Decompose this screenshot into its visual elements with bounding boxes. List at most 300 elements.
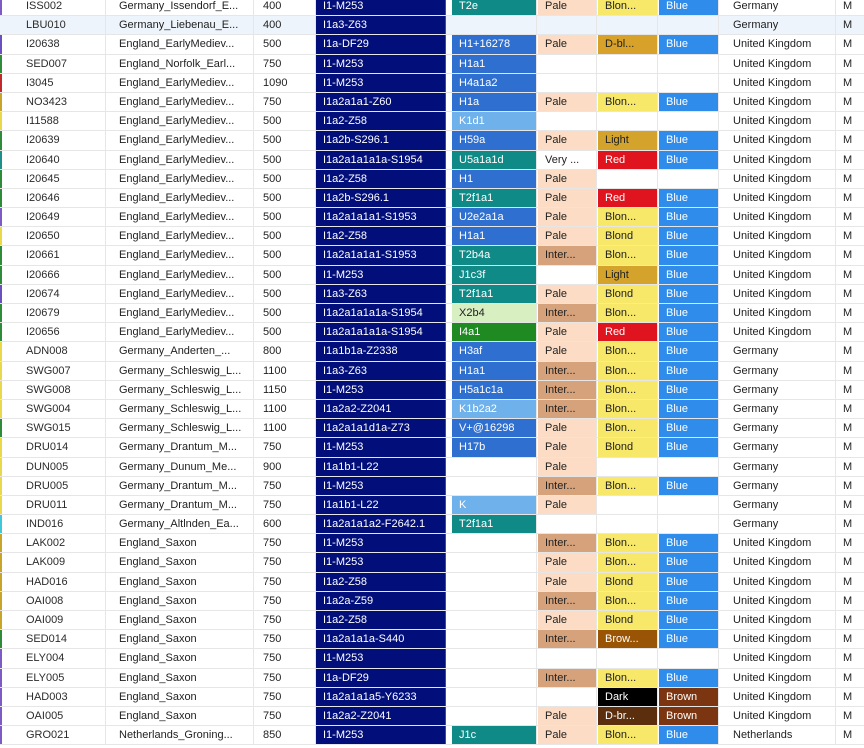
skin-cell[interactable]: Pale <box>538 35 597 53</box>
hair-cell[interactable] <box>598 515 658 533</box>
y-haplogroup-cell[interactable]: I1-M253 <box>316 438 446 456</box>
y-haplogroup-cell[interactable]: I1a1b1a-Z2338 <box>316 342 446 360</box>
table-row[interactable] <box>0 381 864 400</box>
sample-id-cell[interactable]: LBU010 <box>19 16 106 34</box>
y-haplogroup-cell[interactable]: I1a2-Z58 <box>316 611 446 629</box>
sex-cell[interactable]: M <box>843 172 853 185</box>
location-cell[interactable]: England_EarlyMediev... <box>112 35 254 53</box>
y-haplogroup-cell[interactable]: I1a2a1a1-Z60 <box>316 93 446 111</box>
eyes-cell[interactable] <box>659 55 719 73</box>
skin-cell[interactable]: Inter... <box>538 477 597 495</box>
mtdna-cell[interactable]: H1a1 <box>452 362 537 380</box>
eyes-cell[interactable] <box>659 649 719 667</box>
sample-id-cell[interactable]: ADN008 <box>19 342 106 360</box>
y-haplogroup-cell[interactable]: I1a2a2-Z2041 <box>316 400 446 418</box>
country-cell[interactable]: United Kingdom <box>726 592 836 610</box>
country-cell[interactable]: United Kingdom <box>726 55 836 73</box>
sample-id-cell[interactable]: I20650 <box>19 227 106 245</box>
sample-id-cell[interactable]: I20640 <box>19 151 106 169</box>
y-haplogroup-cell[interactable]: I1-M253 <box>316 55 446 73</box>
location-cell[interactable]: Germany_Schleswig_L... <box>112 362 254 380</box>
table-row[interactable] <box>0 649 864 668</box>
hair-cell[interactable]: Red <box>598 151 658 169</box>
table-row[interactable] <box>0 16 864 35</box>
mtdna-cell[interactable]: H5a1c1a <box>452 381 537 399</box>
hair-cell[interactable] <box>598 74 658 92</box>
table-row[interactable] <box>0 611 864 630</box>
hair-cell[interactable]: Blon... <box>598 381 658 399</box>
sample-id-cell[interactable]: I20679 <box>19 304 106 322</box>
sample-id-cell[interactable]: I20645 <box>19 170 106 188</box>
sample-id-cell[interactable]: LAK009 <box>19 553 106 571</box>
country-cell[interactable]: United Kingdom <box>726 131 836 149</box>
table-row[interactable] <box>0 285 864 304</box>
country-cell[interactable]: Germany <box>726 381 836 399</box>
sex-cell[interactable]: M <box>843 153 853 166</box>
country-cell[interactable]: United Kingdom <box>726 227 836 245</box>
eyes-cell[interactable] <box>659 170 719 188</box>
sex-cell[interactable]: M <box>843 633 853 646</box>
country-cell[interactable]: United Kingdom <box>726 534 836 552</box>
y-haplogroup-cell[interactable]: I1-M253 <box>316 649 446 667</box>
y-haplogroup-cell[interactable]: I1-M253 <box>316 726 446 744</box>
eyes-cell[interactable]: Blue <box>659 266 719 284</box>
date-cell[interactable]: 750 <box>256 438 316 456</box>
skin-cell[interactable]: Inter... <box>538 304 597 322</box>
sex-cell[interactable]: M <box>843 690 853 703</box>
country-cell[interactable]: Germany <box>726 0 836 15</box>
mtdna-cell[interactable] <box>452 534 537 552</box>
sample-id-cell[interactable]: I20661 <box>19 246 106 264</box>
skin-cell[interactable]: Inter... <box>538 381 597 399</box>
hair-cell[interactable]: Brow... <box>598 630 658 648</box>
hair-cell[interactable] <box>598 170 658 188</box>
table-row[interactable] <box>0 246 864 265</box>
country-cell[interactable]: United Kingdom <box>726 74 836 92</box>
table-row[interactable] <box>0 515 864 534</box>
sex-cell[interactable]: M <box>843 422 853 435</box>
skin-cell[interactable] <box>538 688 597 706</box>
mtdna-cell[interactable]: H17b <box>452 438 537 456</box>
date-cell[interactable]: 750 <box>256 707 316 725</box>
date-cell[interactable]: 500 <box>256 246 316 264</box>
date-cell[interactable]: 500 <box>256 323 316 341</box>
country-cell[interactable]: United Kingdom <box>726 151 836 169</box>
mtdna-cell[interactable]: T2f1a1 <box>452 285 537 303</box>
sample-id-cell[interactable]: DRU005 <box>19 477 106 495</box>
sex-cell[interactable]: M <box>843 498 853 511</box>
eyes-cell[interactable]: Blue <box>659 285 719 303</box>
skin-cell[interactable]: Pale <box>538 189 597 207</box>
eyes-cell[interactable]: Blue <box>659 227 719 245</box>
date-cell[interactable]: 400 <box>256 0 316 15</box>
country-cell[interactable]: Germany <box>726 458 836 476</box>
country-cell[interactable]: Germany <box>726 400 836 418</box>
country-cell[interactable]: United Kingdom <box>726 112 836 130</box>
skin-cell[interactable]: Inter... <box>538 400 597 418</box>
mtdna-cell[interactable] <box>452 707 537 725</box>
date-cell[interactable]: 1100 <box>256 419 316 437</box>
eyes-cell[interactable]: Blue <box>659 553 719 571</box>
country-cell[interactable]: Germany <box>726 419 836 437</box>
sex-cell[interactable]: M <box>843 402 853 415</box>
date-cell[interactable]: 1090 <box>256 74 316 92</box>
y-haplogroup-cell[interactable]: I1a-DF29 <box>316 35 446 53</box>
hair-cell[interactable]: Blond <box>598 227 658 245</box>
hair-cell[interactable]: Blon... <box>598 669 658 687</box>
date-cell[interactable]: 750 <box>256 93 316 111</box>
sex-cell[interactable]: M <box>843 95 853 108</box>
skin-cell[interactable]: Pale <box>538 496 597 514</box>
country-cell[interactable]: United Kingdom <box>726 285 836 303</box>
hair-cell[interactable]: Blon... <box>598 246 658 264</box>
location-cell[interactable]: England_Saxon <box>112 630 254 648</box>
date-cell[interactable]: 500 <box>256 189 316 207</box>
sex-cell[interactable]: M <box>843 575 853 588</box>
sex-cell[interactable]: M <box>843 134 853 147</box>
location-cell[interactable]: England_EarlyMediev... <box>112 246 254 264</box>
eyes-cell[interactable] <box>659 112 719 130</box>
sex-cell[interactable]: M <box>843 537 853 550</box>
skin-cell[interactable]: Pale <box>538 285 597 303</box>
eyes-cell[interactable]: Blue <box>659 323 719 341</box>
sample-id-cell[interactable]: NO3423 <box>19 93 106 111</box>
date-cell[interactable]: 750 <box>256 477 316 495</box>
date-cell[interactable]: 750 <box>256 553 316 571</box>
table-row[interactable] <box>0 688 864 707</box>
country-cell[interactable]: Germany <box>726 342 836 360</box>
table-row[interactable] <box>0 170 864 189</box>
y-haplogroup-cell[interactable]: I1a-DF29 <box>316 669 446 687</box>
y-haplogroup-cell[interactable]: I1-M253 <box>316 553 446 571</box>
sample-id-cell[interactable]: I20639 <box>19 131 106 149</box>
eyes-cell[interactable]: Blue <box>659 93 719 111</box>
hair-cell[interactable]: Blon... <box>598 534 658 552</box>
sex-cell[interactable]: M <box>843 364 853 377</box>
location-cell[interactable]: England_EarlyMediev... <box>112 112 254 130</box>
location-cell[interactable]: Germany_Schleswig_L... <box>112 419 254 437</box>
country-cell[interactable]: United Kingdom <box>726 170 836 188</box>
sample-id-cell[interactable]: I20674 <box>19 285 106 303</box>
skin-cell[interactable]: Pale <box>538 573 597 591</box>
mtdna-cell[interactable]: T2e <box>452 0 537 15</box>
table-row[interactable] <box>0 592 864 611</box>
table-row[interactable] <box>0 419 864 438</box>
sample-id-cell[interactable]: I20656 <box>19 323 106 341</box>
sex-cell[interactable]: M <box>843 249 853 262</box>
sex-cell[interactable]: M <box>843 614 853 626</box>
date-cell[interactable]: 500 <box>256 266 316 284</box>
y-haplogroup-cell[interactable]: I1a2-Z58 <box>316 170 446 188</box>
location-cell[interactable]: Germany_Schleswig_L... <box>112 400 254 418</box>
location-cell[interactable]: Germany_Issendorf_E... <box>112 0 254 15</box>
date-cell[interactable]: 750 <box>256 592 316 610</box>
table-row[interactable] <box>0 55 864 74</box>
sample-id-cell[interactable]: SWG015 <box>19 419 106 437</box>
mtdna-cell[interactable]: H59a <box>452 131 537 149</box>
y-haplogroup-cell[interactable]: I1a2a1a1a1-S1953 <box>316 246 446 264</box>
y-haplogroup-cell[interactable]: I1a2a1a1a1-S1953 <box>316 208 446 226</box>
skin-cell[interactable]: Inter... <box>538 630 597 648</box>
hair-cell[interactable]: Blon... <box>598 93 658 111</box>
sample-id-cell[interactable]: SED014 <box>19 630 106 648</box>
hair-cell[interactable]: Blon... <box>598 477 658 495</box>
skin-cell[interactable]: Inter... <box>538 592 597 610</box>
location-cell[interactable]: England_EarlyMediev... <box>112 266 254 284</box>
location-cell[interactable]: Netherlands_Groning... <box>112 726 254 744</box>
eyes-cell[interactable]: Blue <box>659 592 719 610</box>
skin-cell[interactable]: Inter... <box>538 246 597 264</box>
location-cell[interactable]: England_Saxon <box>112 611 254 629</box>
mtdna-cell[interactable] <box>452 649 537 667</box>
eyes-cell[interactable]: Brown <box>659 707 719 725</box>
location-cell[interactable]: England_EarlyMediev... <box>112 131 254 149</box>
sex-cell[interactable]: M <box>843 594 853 607</box>
skin-cell[interactable] <box>538 112 597 130</box>
location-cell[interactable]: Germany_Drantum_M... <box>112 438 254 456</box>
sex-cell[interactable]: M <box>843 287 853 300</box>
skin-cell[interactable] <box>538 16 597 34</box>
skin-cell[interactable]: Pale <box>538 131 597 149</box>
sex-cell[interactable]: M <box>843 326 853 339</box>
skin-cell[interactable]: Pale <box>538 342 597 360</box>
mtdna-cell[interactable]: T2b4a <box>452 246 537 264</box>
y-haplogroup-cell[interactable]: I1a2a2-Z2041 <box>316 707 446 725</box>
location-cell[interactable]: England_EarlyMediev... <box>112 74 254 92</box>
eyes-cell[interactable]: Blue <box>659 342 719 360</box>
date-cell[interactable]: 600 <box>256 515 316 533</box>
y-haplogroup-cell[interactable]: I1a3-Z63 <box>316 16 446 34</box>
hair-cell[interactable]: Blon... <box>598 553 658 571</box>
location-cell[interactable]: England_EarlyMediev... <box>112 285 254 303</box>
location-cell[interactable]: Germany_Drantum_M... <box>112 477 254 495</box>
table-row[interactable] <box>0 189 864 208</box>
mtdna-cell[interactable]: J1c3f <box>452 266 537 284</box>
date-cell[interactable]: 500 <box>256 170 316 188</box>
mtdna-cell[interactable]: V+@16298 <box>452 419 537 437</box>
eyes-cell[interactable]: Blue <box>659 381 719 399</box>
mtdna-cell[interactable] <box>452 669 537 687</box>
date-cell[interactable]: 500 <box>256 208 316 226</box>
mtdna-cell[interactable]: H1+16278 <box>452 35 537 53</box>
date-cell[interactable]: 400 <box>256 16 316 34</box>
skin-cell[interactable] <box>538 74 597 92</box>
mtdna-cell[interactable]: H1a1 <box>452 227 537 245</box>
mtdna-cell[interactable]: H3af <box>452 342 537 360</box>
skin-cell[interactable]: Pale <box>538 93 597 111</box>
location-cell[interactable]: England_EarlyMediev... <box>112 304 254 322</box>
hair-cell[interactable] <box>598 458 658 476</box>
location-cell[interactable]: Germany_Drantum_M... <box>112 496 254 514</box>
sample-id-cell[interactable]: I20649 <box>19 208 106 226</box>
sample-id-cell[interactable]: ISS002 <box>19 0 106 15</box>
table-row[interactable] <box>0 0 864 16</box>
hair-cell[interactable] <box>598 496 658 514</box>
country-cell[interactable]: United Kingdom <box>726 189 836 207</box>
table-row[interactable] <box>0 323 864 342</box>
hair-cell[interactable]: Blon... <box>598 342 658 360</box>
location-cell[interactable]: England_Saxon <box>112 573 254 591</box>
date-cell[interactable]: 750 <box>256 496 316 514</box>
sex-cell[interactable]: M <box>843 729 853 742</box>
skin-cell[interactable]: Pale <box>538 726 597 744</box>
y-haplogroup-cell[interactable]: I1a2a1a1a2-F2642.1 <box>316 515 446 533</box>
mtdna-cell[interactable] <box>452 573 537 591</box>
location-cell[interactable]: England_EarlyMediev... <box>112 323 254 341</box>
location-cell[interactable]: Germany_Altlnden_Ea... <box>112 515 254 533</box>
eyes-cell[interactable]: Blue <box>659 438 719 456</box>
country-cell[interactable]: Germany <box>726 362 836 380</box>
mtdna-cell[interactable] <box>452 553 537 571</box>
sex-cell[interactable]: M <box>843 345 853 358</box>
y-haplogroup-cell[interactable]: I1a3-Z63 <box>316 362 446 380</box>
date-cell[interactable]: 500 <box>256 227 316 245</box>
table-row[interactable] <box>0 35 864 54</box>
sex-cell[interactable]: M <box>843 460 853 473</box>
skin-cell[interactable]: Inter... <box>538 669 597 687</box>
sex-cell[interactable]: M <box>843 191 853 204</box>
sample-id-cell[interactable]: I20638 <box>19 35 106 53</box>
sample-id-cell[interactable]: I3045 <box>19 74 106 92</box>
mtdna-cell[interactable]: X2b4 <box>452 304 537 322</box>
table-row[interactable] <box>0 304 864 323</box>
location-cell[interactable]: England_Saxon <box>112 649 254 667</box>
date-cell[interactable]: 750 <box>256 573 316 591</box>
country-cell[interactable]: United Kingdom <box>726 611 836 629</box>
skin-cell[interactable] <box>538 55 597 73</box>
sample-id-cell[interactable]: I20666 <box>19 266 106 284</box>
table-row[interactable] <box>0 669 864 688</box>
location-cell[interactable]: Germany_Schleswig_L... <box>112 381 254 399</box>
y-haplogroup-cell[interactable]: I1a2-Z58 <box>316 112 446 130</box>
hair-cell[interactable] <box>598 112 658 130</box>
location-cell[interactable]: England_EarlyMediev... <box>112 151 254 169</box>
hair-cell[interactable]: Blond <box>598 611 658 629</box>
hair-cell[interactable] <box>598 16 658 34</box>
country-cell[interactable]: United Kingdom <box>726 304 836 322</box>
date-cell[interactable]: 750 <box>256 688 316 706</box>
table-row[interactable] <box>0 208 864 227</box>
country-cell[interactable]: United Kingdom <box>726 573 836 591</box>
sample-id-cell[interactable]: DRU011 <box>19 496 106 514</box>
table-row[interactable] <box>0 726 864 745</box>
country-cell[interactable]: United Kingdom <box>726 208 836 226</box>
sample-id-cell[interactable]: ELY005 <box>19 669 106 687</box>
mtdna-cell[interactable]: H1 <box>452 170 537 188</box>
eyes-cell[interactable]: Blue <box>659 151 719 169</box>
eyes-cell[interactable]: Blue <box>659 534 719 552</box>
sex-cell[interactable]: M <box>843 556 853 569</box>
sample-id-cell[interactable]: I11588 <box>19 112 106 130</box>
location-cell[interactable]: England_EarlyMediev... <box>112 170 254 188</box>
sex-cell[interactable]: M <box>843 307 853 319</box>
y-haplogroup-cell[interactable]: I1a2-Z58 <box>316 573 446 591</box>
eyes-cell[interactable]: Blue <box>659 246 719 264</box>
mtdna-cell[interactable] <box>452 688 537 706</box>
eyes-cell[interactable]: Blue <box>659 208 719 226</box>
sample-id-cell[interactable]: OAI005 <box>19 707 106 725</box>
sample-id-cell[interactable]: I20646 <box>19 189 106 207</box>
date-cell[interactable]: 750 <box>256 534 316 552</box>
table-row[interactable] <box>0 707 864 726</box>
eyes-cell[interactable]: Blue <box>659 419 719 437</box>
hair-cell[interactable]: Blon... <box>598 592 658 610</box>
location-cell[interactable]: England_EarlyMediev... <box>112 93 254 111</box>
table-row[interactable] <box>0 74 864 93</box>
sex-cell[interactable]: M <box>843 268 853 281</box>
table-row[interactable] <box>0 477 864 496</box>
table-row[interactable] <box>0 362 864 381</box>
eyes-cell[interactable] <box>659 515 719 533</box>
y-haplogroup-cell[interactable]: I1-M253 <box>316 266 446 284</box>
table-row[interactable] <box>0 438 864 457</box>
mtdna-cell[interactable] <box>452 592 537 610</box>
country-cell[interactable]: United Kingdom <box>726 35 836 53</box>
skin-cell[interactable]: Pale <box>538 419 597 437</box>
sample-id-cell[interactable]: SED007 <box>19 55 106 73</box>
hair-cell[interactable]: Blond <box>598 285 658 303</box>
eyes-cell[interactable]: Blue <box>659 630 719 648</box>
skin-cell[interactable]: Pale <box>538 458 597 476</box>
y-haplogroup-cell[interactable]: I1-M253 <box>316 0 446 15</box>
country-cell[interactable]: United Kingdom <box>726 649 836 667</box>
skin-cell[interactable]: Inter... <box>538 362 597 380</box>
sex-cell[interactable]: M <box>843 230 853 243</box>
country-cell[interactable]: Germany <box>726 496 836 514</box>
hair-cell[interactable] <box>598 55 658 73</box>
y-haplogroup-cell[interactable]: I1a2a1a1a-S440 <box>316 630 446 648</box>
mtdna-cell[interactable]: U2e2a1a <box>452 208 537 226</box>
location-cell[interactable]: England_EarlyMediev... <box>112 189 254 207</box>
y-haplogroup-cell[interactable]: I1a1b1-L22 <box>316 496 446 514</box>
sex-cell[interactable]: M <box>843 115 853 128</box>
table-row[interactable] <box>0 93 864 112</box>
sample-id-cell[interactable]: SWG008 <box>19 381 106 399</box>
eyes-cell[interactable] <box>659 496 719 514</box>
sample-id-cell[interactable]: IND016 <box>19 515 106 533</box>
y-haplogroup-cell[interactable]: I1a2a1a1a5-Y6233 <box>316 688 446 706</box>
date-cell[interactable]: 500 <box>256 285 316 303</box>
eyes-cell[interactable]: Blue <box>659 400 719 418</box>
sex-cell[interactable]: M <box>843 709 853 722</box>
location-cell[interactable]: England_Saxon <box>112 688 254 706</box>
country-cell[interactable]: United Kingdom <box>726 553 836 571</box>
y-haplogroup-cell[interactable]: I1-M253 <box>316 534 446 552</box>
table-row[interactable] <box>0 266 864 285</box>
mtdna-cell[interactable]: T2f1a1 <box>452 189 537 207</box>
sex-cell[interactable]: M <box>843 76 853 89</box>
country-cell[interactable]: Netherlands <box>726 726 836 744</box>
location-cell[interactable]: England_Norfolk_Earl... <box>112 55 254 73</box>
eyes-cell[interactable]: Blue <box>659 726 719 744</box>
date-cell[interactable]: 800 <box>256 342 316 360</box>
sex-cell[interactable]: M <box>843 19 853 32</box>
location-cell[interactable]: Germany_Dunum_Me... <box>112 458 254 476</box>
sex-cell[interactable]: M <box>843 518 853 531</box>
hair-cell[interactable]: Blond <box>598 438 658 456</box>
hair-cell[interactable]: Dark <box>598 688 658 706</box>
y-haplogroup-cell[interactable]: I1a2a1a1a1a-S1954 <box>316 323 446 341</box>
hair-cell[interactable]: Blon... <box>598 0 658 15</box>
mtdna-cell[interactable] <box>452 16 537 34</box>
hair-cell[interactable]: Blon... <box>598 304 658 322</box>
table-row[interactable] <box>0 534 864 553</box>
table-row[interactable] <box>0 227 864 246</box>
sample-id-cell[interactable]: DRU014 <box>19 438 106 456</box>
skin-cell[interactable]: Inter... <box>538 534 597 552</box>
eyes-cell[interactable]: Blue <box>659 669 719 687</box>
mtdna-cell[interactable]: T2f1a1 <box>452 515 537 533</box>
